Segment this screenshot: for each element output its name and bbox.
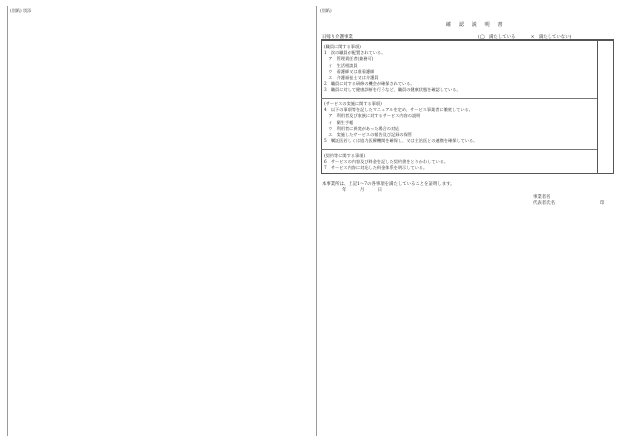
certification-statement: 本事業所は、上記1〜7の各事項を満たしていることを証明します。: [322, 182, 455, 187]
section-contract: [324, 153, 448, 172]
checklist-subitem: イ 生活相談員: [324, 62, 358, 68]
left-page-header: (別紙) 別添: [10, 8, 32, 13]
section-staff: [324, 44, 461, 94]
service-type-label: 日帰り介護事業: [322, 35, 353, 40]
right-margin-line: [316, 6, 317, 436]
section-heading: (サービスの実施に関する事項): [324, 101, 382, 106]
checklist-subitem: ウ 看護師又は准看護師: [324, 68, 375, 74]
section-service: [324, 101, 477, 144]
checklist-subitem: ア 管理責任者(兼務可): [324, 56, 374, 62]
date-day: 日: [377, 188, 384, 193]
office-name-label: 事業者名: [533, 195, 551, 200]
checklist-item: 5 嘱託医若しくは協力医療機関を確保し、又は主治医との連携を確保している。: [324, 138, 478, 144]
checklist-subitem: イ 衛生手帳: [324, 119, 354, 125]
left-margin-line: [7, 6, 8, 436]
checklist-subitem: エ 実施したサービスの報告及び記録の保管: [324, 132, 412, 138]
date-year: 年: [342, 188, 348, 193]
date-month: 月: [359, 188, 366, 193]
date-line: [342, 187, 393, 193]
status-option-unsatisfied: × 満たしていない): [530, 35, 572, 40]
checklist-item: 7 サービス内容に対応した料金体系を明示している。: [324, 165, 428, 171]
checklist-subitem: ア 利用者及び家族に対するサービス内容の説明: [324, 113, 421, 119]
checklist-subitem: ウ 利用者に異変があった場合の対応: [324, 125, 400, 131]
checklist-item: 3 職員に対して健康診断を行うなど、職員の健康状態を確認している。: [324, 87, 461, 93]
checklist-item: 2 職員に対する研修の機会が確保されている。: [324, 81, 415, 87]
section-divider: [321, 98, 597, 99]
checklist-item: 1 次の職員が配置されている。: [324, 50, 386, 56]
seal-mark: 印: [600, 201, 605, 206]
status-option-satisfied: (◯ 満たしている: [478, 35, 516, 40]
representative-name-label: 代表者氏名: [533, 201, 555, 206]
section-divider: [321, 149, 597, 150]
checklist-item: 4 以下の事項等を記したマニュアルを定め、サービス事業者に徹底している。: [324, 107, 473, 113]
right-page-header: (別紙): [320, 8, 332, 13]
section-heading: (職員に関する事項): [324, 44, 361, 49]
checklist-item: 6 サービスの内容及び料金を記した契約書をとりかわしている。: [324, 159, 449, 165]
document-title: 確 認 説 明 書: [446, 22, 506, 28]
section-heading: (契約等に関する事項): [324, 153, 365, 158]
checklist-subitem: エ 介護福祉士又は介護員: [324, 75, 379, 81]
checklist-status-column: [597, 40, 598, 174]
